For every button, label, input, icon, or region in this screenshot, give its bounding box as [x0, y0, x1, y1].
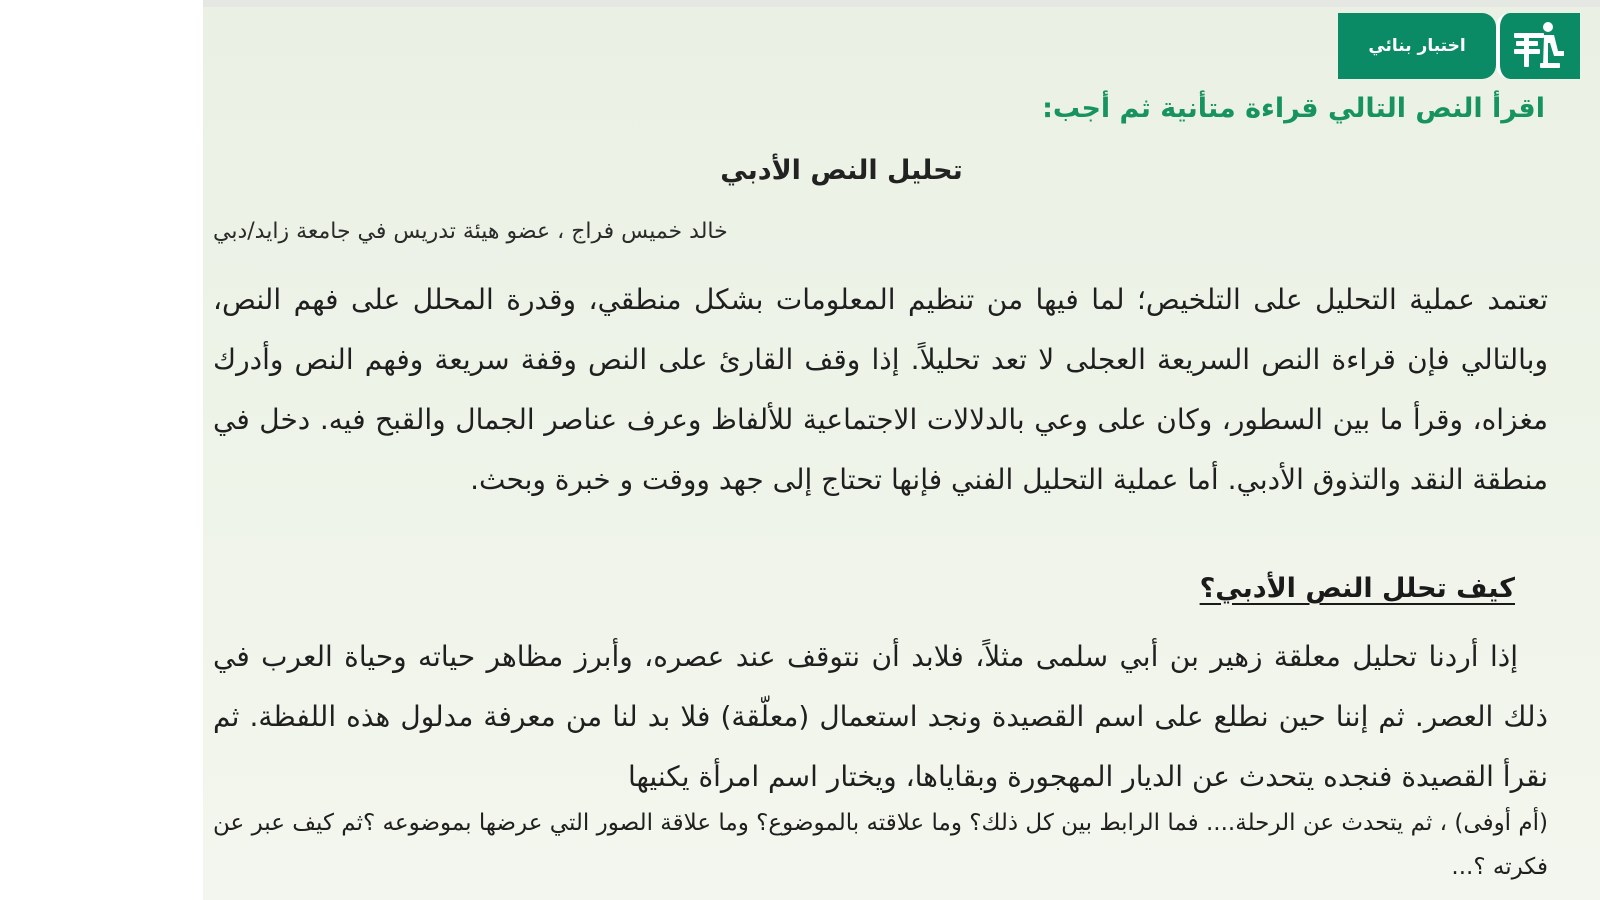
body-paragraph-2: إذا أردنا تحليل معلقة زهير بن أبي سلمى مثلاً، فلابد أن نتوقف عند عصره، وأبرز مظاهر حياته وحياة العرب في ذلك العصر. ثم إننا حين نطلع على اسم القصيدة ونجد استعمال (معلّقة) فلا بد لنا من معرفة مدلول هذه اللفظة. ثم نقرأ القصيدة فنجده يتحدث عن الديار المهجورة وبقاياها، ويختار اسم امرأة يكنيها — [213, 640, 1548, 793]
student-desk-icon — [1510, 19, 1570, 73]
badge-label: اختبار بنائي — [1338, 13, 1496, 79]
page-title: تحليل النص الأدبي — [720, 155, 963, 186]
instruction-text: اقرأ النص التالي قراءة متأنية ثم أجب: — [1042, 93, 1545, 124]
section-heading: كيف تحلل النص الأدبي؟ — [1199, 573, 1515, 604]
formative-test-badge — [1338, 13, 1580, 79]
body-paragraph-3: (أم أوفى) ، ثم يتحدث عن الرحلة.... فما الرابط بين كل ذلك؟ وما علاقته بالموضوع؟ وما علاقة الصور التي عرضها بموضوعه ؟ثم كيف عبر عن فكرته ؟... — [213, 810, 1548, 880]
badge-icon-container — [1496, 13, 1580, 79]
body-paragraph-1: تعتمد عملية التحليل على التلخيص؛ لما فيها من تنظيم المعلومات بشكل منطقي، وقدرة المحلل على فهم النص، وبالتالي فإن قراءة النص السريعة العجلى لا تعد تحليلاً. إذا وقف القارئ على النص وقفة سريعة وفهم النص وأدرك مغزاه، وقرأ ما بين السطور، وكان على وعي بالدلالات الاجتماعية للألفاظ وعرف عناصر الجمال والقبح فيه. دخل في منطقة النقد والتذوق الأدبي. أما عملية التحليل الفني فإنها تحتاج إلى جهد ووقت و خبرة وبحث. — [213, 283, 1548, 496]
textbook-page — [203, 0, 1600, 900]
author-line: خالد خميس فراج ، عضو هيئة تدريس في جامعة زايد/دبي — [213, 219, 728, 244]
